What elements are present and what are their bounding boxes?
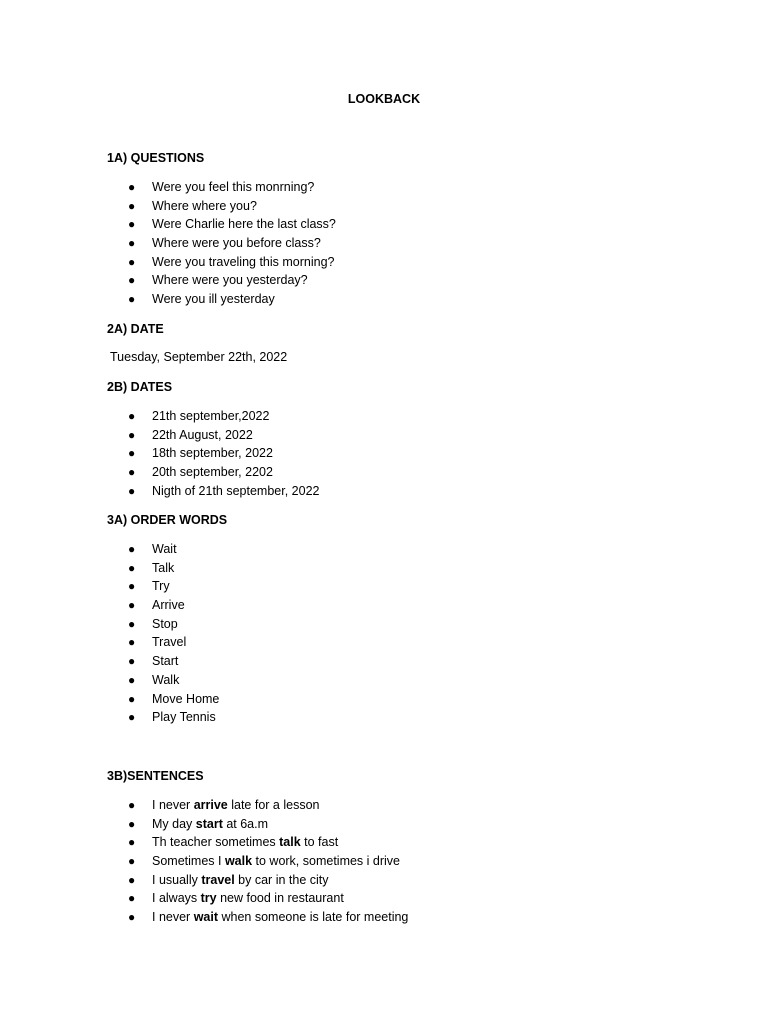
list-item: ● Talk	[0, 559, 219, 578]
bullet-icon: ●	[128, 409, 136, 423]
bullet-icon: ●	[128, 446, 136, 461]
list-item: ● Th teacher sometimes talk to fast	[0, 833, 408, 852]
list-item: ● Where were you yesterday?	[0, 271, 336, 290]
list-item: ● 18th september, 2022	[0, 444, 319, 463]
bullet-icon: ●	[128, 798, 136, 812]
section-heading-date: 2A) DATE	[107, 322, 164, 336]
document-title: LOOKBACK	[347, 92, 421, 106]
order-words-list	[0, 540, 219, 727]
highlighted-verb: start	[195, 816, 223, 831]
bullet-icon: ●	[128, 691, 136, 706]
highlighted-verb: talk	[279, 835, 301, 850]
section-heading-questions: 1A) QUESTIONS	[107, 151, 205, 165]
list-item: ● Nigth of 21th september, 2022	[0, 482, 319, 501]
list-item: ● 22th August, 2022	[0, 426, 319, 445]
bullet-icon: ●	[128, 816, 136, 831]
bullet-icon: ●	[128, 273, 136, 288]
bullet-icon: ●	[128, 710, 136, 725]
bullet-icon: ●	[128, 654, 136, 669]
bullet-icon: ●	[128, 891, 136, 906]
bullet-icon: ●	[128, 872, 136, 887]
sentences-list	[0, 796, 408, 927]
list-item: ● Start	[0, 652, 219, 671]
section-heading-order-words: 3A) ORDER WORDS	[107, 513, 228, 527]
bullet-icon: ●	[128, 198, 136, 213]
list-item: ● I never arrive late for a lesson	[0, 796, 408, 815]
list-item: ● 20th september, 2202	[0, 463, 319, 482]
bullet-icon: ●	[128, 254, 136, 269]
list-item: ● I usually travel by car in the city	[0, 871, 408, 890]
section-heading-dates: 2B) DATES	[107, 380, 173, 394]
highlighted-verb: walk	[224, 854, 253, 869]
highlighted-verb: try	[200, 891, 217, 906]
bullet-icon: ●	[128, 217, 136, 232]
list-item: ● I never wait when someone is late for meeting	[0, 908, 408, 927]
bullet-icon: ●	[128, 579, 136, 594]
list-item: ● Play Tennis	[0, 708, 219, 727]
list-item: ● Were you traveling this morning?	[0, 253, 336, 272]
list-item: ● Were Charlie here the last class?	[0, 215, 336, 234]
bullet-icon: ●	[128, 672, 136, 687]
bullet-icon: ●	[128, 427, 136, 442]
list-item: ● Sometimes I walk to work, sometimes i drive	[0, 852, 408, 871]
highlighted-verb: arrive	[193, 798, 228, 812]
list-item: ● Travel	[0, 633, 219, 652]
list-item: ● Arrive	[0, 596, 219, 615]
dates-list	[0, 407, 319, 500]
bullet-icon: ●	[128, 236, 136, 251]
bullet-icon: ●	[128, 910, 136, 925]
list-item: ● Where where you?	[0, 197, 336, 216]
list-item: ● Where were you before class?	[0, 234, 336, 253]
list-item: ● Walk	[0, 671, 219, 690]
list-item: ● Move Home	[0, 690, 219, 709]
highlighted-verb: travel	[201, 872, 235, 887]
bullet-icon: ●	[128, 542, 136, 556]
bullet-icon: ●	[128, 483, 136, 498]
list-item: ● Stop	[0, 615, 219, 634]
bullet-icon: ●	[128, 598, 136, 613]
list-item: ● 21th september,2022	[0, 407, 319, 426]
questions-list	[0, 178, 336, 309]
bullet-icon: ●	[128, 616, 136, 631]
bullet-icon: ●	[128, 835, 136, 850]
bullet-icon: ●	[128, 854, 136, 869]
list-item: ● Try	[0, 577, 219, 596]
highlighted-verb: wait	[193, 910, 218, 925]
section-heading-sentences: 3B)SENTENCES	[107, 769, 204, 783]
date-text: Tuesday, September 22th, 2022	[110, 350, 288, 364]
bullet-icon: ●	[128, 180, 136, 194]
list-item: ● Were you feel this monrning?	[0, 178, 336, 197]
list-item: ● Wait	[0, 540, 219, 559]
list-item: ● I always try new food in restaurant	[0, 889, 408, 908]
bullet-icon: ●	[128, 635, 136, 650]
list-item: ● Were you ill yesterday	[0, 290, 336, 309]
bullet-icon: ●	[128, 465, 136, 480]
bullet-icon: ●	[128, 292, 136, 307]
list-item: ● My day start at 6a.m	[0, 815, 408, 834]
bullet-icon: ●	[128, 560, 136, 575]
